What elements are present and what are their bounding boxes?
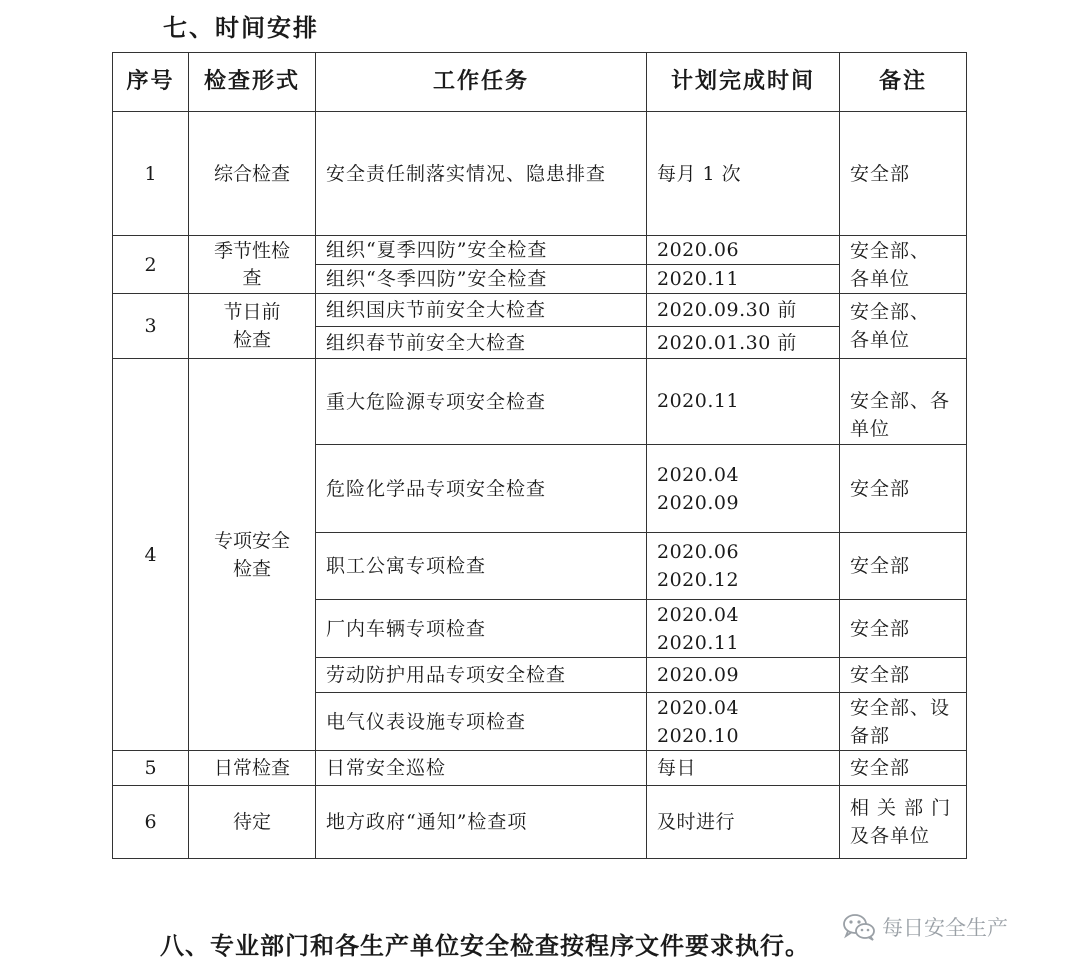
note-cell: 安全部 xyxy=(840,112,967,236)
check-form: 节日前检查 xyxy=(189,294,316,359)
time-cell: 2020.04 2020.09 xyxy=(647,445,840,533)
task-cell: 劳动防护用品专项安全检查 xyxy=(316,658,647,693)
row-no: 6 xyxy=(113,786,189,859)
task-cell: 组织“夏季四防”安全检查 xyxy=(316,236,647,265)
watermark xyxy=(842,912,1008,942)
table-row xyxy=(113,359,967,445)
task-cell: 职工公寓专项检查 xyxy=(316,533,647,600)
row-no: 5 xyxy=(113,751,189,786)
task-cell: 电气仪表设施专项检查 xyxy=(316,693,647,751)
row-no: 1 xyxy=(113,112,189,236)
note-cell: 安全部 xyxy=(840,658,967,693)
row-no: 3 xyxy=(113,294,189,359)
table-header-row xyxy=(113,53,967,112)
note-cell: 安全部、 各单位 xyxy=(840,294,967,359)
header-note: 备注 xyxy=(840,53,967,112)
task-cell: 重大危险源专项安全检查 xyxy=(316,359,647,445)
table-row xyxy=(113,236,967,265)
time-cell: 2020.04 2020.11 xyxy=(647,600,840,658)
time-cell: 及时进行 xyxy=(647,786,840,859)
check-form: 待定 xyxy=(189,786,316,859)
schedule-table xyxy=(112,52,967,859)
task-cell: 危险化学品专项安全检查 xyxy=(316,445,647,533)
row-no: 2 xyxy=(113,236,189,294)
task-cell: 安全责任制落实情况、隐患排查 xyxy=(316,112,647,236)
table-row xyxy=(113,112,967,236)
note-cell: 安全部、 各单位 xyxy=(840,236,967,294)
table-row xyxy=(113,751,967,786)
note-cell: 安全部 xyxy=(840,445,967,533)
task-cell: 组织“冬季四防”安全检查 xyxy=(316,265,647,294)
time-cell: 2020.09.30 前 xyxy=(647,294,840,327)
header-task: 工作任务 xyxy=(316,53,647,112)
time-cell: 每日 xyxy=(647,751,840,786)
footer-paragraph: 八、专业部门和各生产单位安全检查按程序文件要求执行。 xyxy=(160,932,810,960)
check-form: 日常检查 xyxy=(189,751,316,786)
time-cell: 2020.06 2020.12 xyxy=(647,533,840,600)
check-form: 季节性检查 xyxy=(189,236,316,294)
check-form: 综合检查 xyxy=(189,112,316,236)
table-row xyxy=(113,786,967,859)
time-cell: 2020.09 xyxy=(647,658,840,693)
task-cell: 组织春节前安全大检查 xyxy=(316,327,647,359)
header-time: 计划完成时间 xyxy=(647,53,840,112)
time-cell: 2020.11 xyxy=(647,359,840,445)
note-cell: 安全部 xyxy=(840,533,967,600)
header-no: 序号 xyxy=(113,53,189,112)
check-form: 专项安全检查 xyxy=(189,359,316,751)
time-cell: 2020.06 xyxy=(647,236,840,265)
watermark-text: 每日安全生产 xyxy=(882,916,1008,940)
section-heading: 七、时间安排 xyxy=(163,14,319,42)
note-cell: 安全部、各 单位 xyxy=(840,359,967,445)
note-cell: 相 关 部 门 及各单位 xyxy=(840,786,967,859)
wechat-icon xyxy=(842,912,876,942)
table-row xyxy=(113,294,967,327)
time-cell: 2020.11 xyxy=(647,265,840,294)
row-no: 4 xyxy=(113,359,189,751)
task-cell: 地方政府“通知”检查项 xyxy=(316,786,647,859)
header-form: 检查形式 xyxy=(189,53,316,112)
note-cell: 安全部 xyxy=(840,751,967,786)
time-cell: 2020.04 2020.10 xyxy=(647,693,840,751)
task-cell: 组织国庆节前安全大检查 xyxy=(316,294,647,327)
note-cell: 安全部 xyxy=(840,600,967,658)
time-cell: 2020.01.30 前 xyxy=(647,327,840,359)
task-cell: 日常安全巡检 xyxy=(316,751,647,786)
task-cell: 厂内车辆专项检查 xyxy=(316,600,647,658)
time-cell: 每月 1 次 xyxy=(647,112,840,236)
note-cell: 安全部、设 备部 xyxy=(840,693,967,751)
